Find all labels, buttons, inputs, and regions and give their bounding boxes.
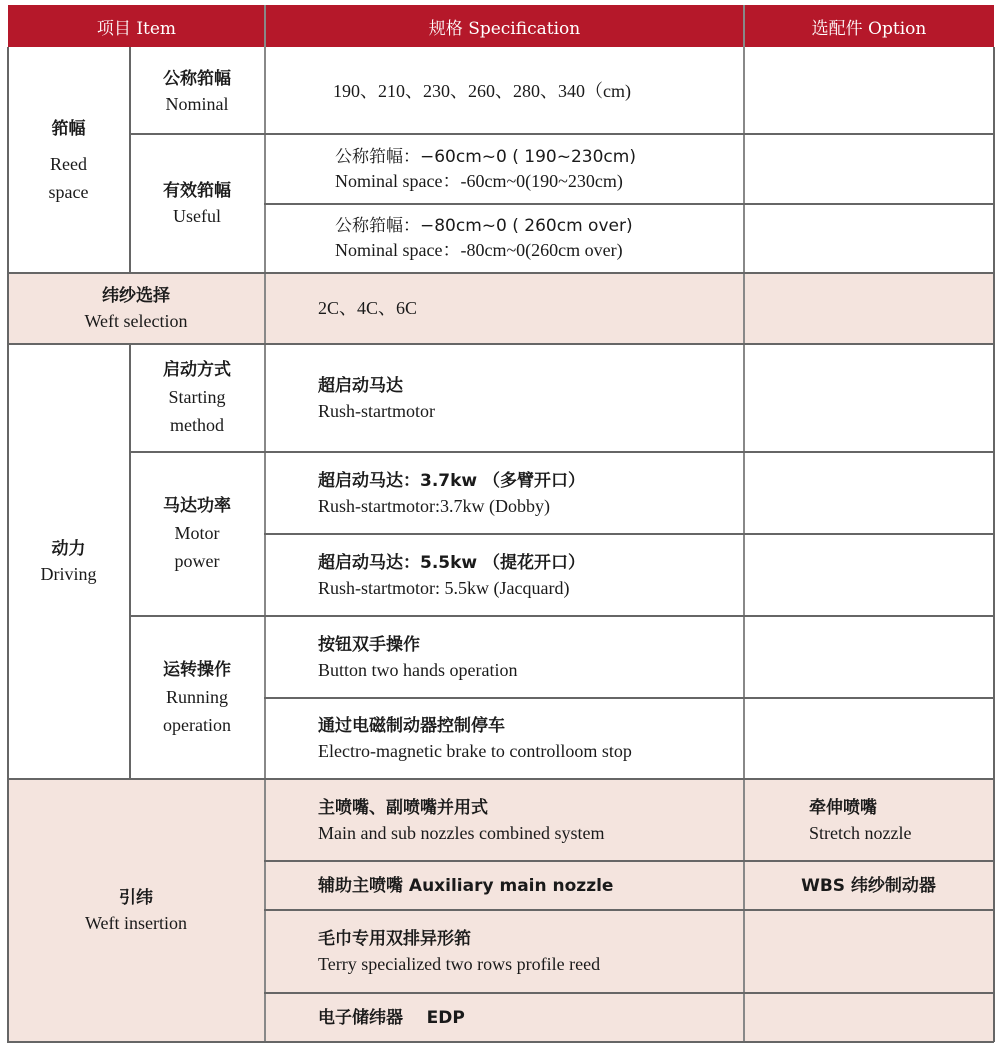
weft-selection-label — [8, 273, 264, 344]
header-option: 选配件 Option — [744, 5, 994, 47]
nominal-en: Nominal — [165, 93, 229, 114]
useful-label — [130, 134, 264, 273]
useful-en: Useful — [173, 206, 221, 226]
insertion-row-2-option — [744, 861, 993, 910]
weft-selection-en: Weft selection — [84, 311, 188, 331]
nominal-label — [130, 48, 264, 134]
insertion-row-2-text: 辅助主喷嘴 Auxiliary main nozzle — [318, 875, 614, 896]
nominal-spec — [333, 48, 743, 134]
insertion-row-2-spec — [318, 861, 743, 910]
weft-selection-spec-text: 2C、4C、6C — [318, 298, 418, 318]
motor-power-spec-2-en: Rush-startmotor: 5.5kw (Jacquard) — [318, 577, 570, 598]
running-operation-label — [130, 616, 264, 779]
running-operation-en-2: operation — [163, 714, 231, 735]
insertion-row-4-spec — [318, 993, 743, 1042]
useful-cn: 有效筘幅 — [163, 181, 231, 201]
useful-spec-1-cn: 公称筘幅：−60cm~0 ( 190~230cm) — [335, 146, 636, 167]
motor-power-en-1: Motor — [174, 523, 220, 543]
insertion-row-1-option — [809, 779, 993, 861]
weft-selection-spec — [318, 273, 743, 344]
nominal-cn: 公称筘幅 — [163, 68, 231, 89]
insertion-row-1-en: Main and sub nozzles combined system — [318, 822, 605, 843]
useful-spec-2-en: Nominal space：-80cm~0(260cm over) — [335, 240, 623, 260]
useful-spec-2 — [335, 204, 743, 273]
starting-method-cn: 启动方式 — [163, 360, 231, 380]
insertion-row-3-en: Terry specialized two rows profile reed — [318, 954, 601, 974]
insertion-row-3-cn: 毛巾专用双排异形筘 — [318, 929, 471, 949]
starting-method-en-1: Starting — [168, 387, 226, 407]
useful-spec-2-cn: 公称筘幅：−80cm~0 ( 260cm over) — [335, 216, 633, 236]
weft-selection-cn: 纬纱选择 — [102, 286, 170, 306]
useful-spec-1-en: Nominal space：-60cm~0(190~230cm) — [335, 170, 623, 191]
weft-insertion-label — [8, 779, 264, 1042]
insertion-row-1-cn: 主喷嘴、副喷嘴并用式 — [318, 797, 488, 818]
reed-space-cn: 筘幅 — [51, 118, 86, 139]
motor-power-spec-1-cn: 超启动马达：3.7kw （多臂开口） — [318, 470, 586, 491]
weft-insertion-en: Weft insertion — [84, 913, 188, 933]
insertion-row-1-option-en: Stretch nozzle — [809, 822, 912, 843]
insertion-row-3-spec — [318, 910, 743, 993]
weft-insertion-cn: 引纬 — [119, 888, 153, 908]
header-specification: 规格 Specification — [265, 5, 744, 47]
insertion-row-4-text: 电子储纬器 EDP — [318, 1007, 465, 1028]
driving-en: Driving — [40, 564, 97, 584]
nominal-spec-text: 190、210、230、260、280、340（cm) — [333, 80, 631, 101]
running-operation-spec-1 — [318, 616, 743, 698]
running-operation-en-1: Running — [165, 686, 228, 707]
starting-method-label — [130, 344, 264, 452]
starting-method-en-2: method — [170, 415, 224, 435]
insertion-row-1-spec — [318, 779, 743, 861]
border-right — [993, 47, 995, 1042]
reed-space-en-1: Reed — [50, 153, 87, 174]
motor-power-label — [130, 452, 264, 616]
motor-power-spec-1 — [318, 452, 743, 534]
starting-method-spec — [318, 344, 743, 452]
useful-spec-1 — [335, 134, 743, 204]
driving-cn: 动力 — [51, 539, 86, 559]
header-item: 项目 Item — [8, 5, 265, 47]
motor-power-spec-2-cn: 超启动马达：5.5kw （提花开口） — [318, 552, 586, 573]
running-operation-spec-2-cn: 通过电磁制动器控制停车 — [318, 716, 505, 736]
running-operation-spec-2-en: Electro-magnetic brake to controlloom stop — [318, 741, 632, 761]
insertion-row-1-option-cn: 牵伸喷嘴 — [809, 797, 877, 818]
motor-power-en-2: power — [174, 551, 220, 571]
running-operation-spec-2 — [318, 698, 743, 779]
motor-power-spec-2 — [318, 534, 743, 616]
starting-method-spec-en: Rush-startmotor — [318, 400, 435, 421]
running-operation-spec-1-en: Button two hands operation — [318, 659, 518, 680]
running-operation-spec-1-cn: 按钮双手操作 — [318, 634, 420, 655]
motor-power-spec-1-en: Rush-startmotor:3.7kw (Dobby) — [318, 495, 550, 516]
running-operation-cn: 运转操作 — [163, 659, 231, 680]
divider-item-spec — [264, 5, 266, 1042]
starting-method-spec-cn: 超启动马达 — [318, 375, 403, 396]
reed-space-label — [8, 48, 129, 273]
motor-power-cn: 马达功率 — [163, 496, 231, 516]
insertion-row-2-option-text: WBS 纬纱制动器 — [801, 875, 936, 896]
reed-space-en-2: space — [48, 181, 89, 202]
driving-label — [8, 344, 129, 779]
